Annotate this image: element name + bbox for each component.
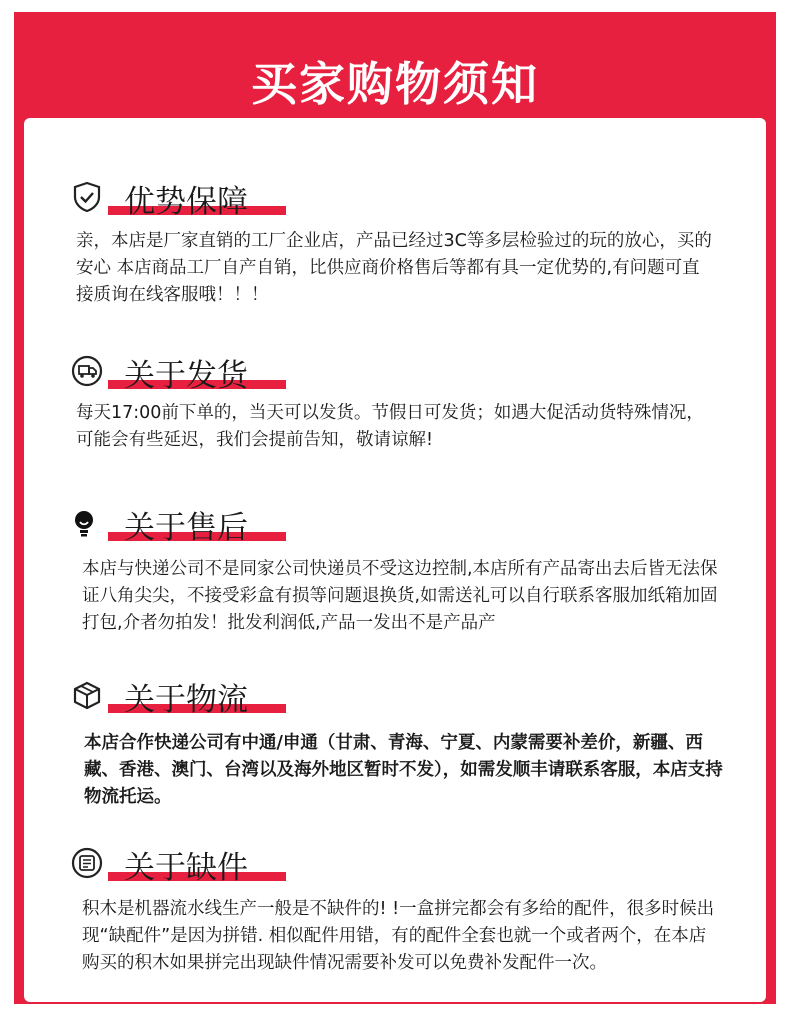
section-header	[24, 350, 766, 394]
section-header	[24, 674, 766, 718]
section-missing-parts	[24, 842, 766, 973]
section-body: 亲，本店是厂家直销的工厂企业店，产品已经过3C等多层检验过的玩的放心，买的安心 本店商品工厂自产自销，比供应商价格售后等都有具一定优势的,有问题可直接质询在线客服哦！！！	[76, 231, 712, 305]
section-body: 每天17:00前下单的，当天可以发货。节假日可发货；如遇大促活动货特殊情况，可能会有些延迟，我们会提前告知，敬请谅解!	[76, 403, 704, 450]
section-title: 关于发货	[124, 358, 248, 394]
page-title: 买家购物须知	[251, 57, 539, 111]
shield-check-icon	[70, 180, 104, 214]
section-title: 关于物流	[124, 682, 248, 718]
section-header	[24, 502, 766, 546]
section-body: 积木是机器流水线生产一般是不缺件的! !一盒拼完都会有多给的配件，很多时候出现“缺配件”是因为拼错. 相似配件用错，有的配件全套也就一个或者两个，在本店购买的积木如果拼完出现缺件情况需要补发可以免费补发配件一次。	[82, 899, 715, 973]
section-advantage	[24, 176, 766, 305]
section-header	[24, 842, 766, 886]
delivery-truck-icon	[70, 354, 104, 388]
section-title: 优势保障	[124, 184, 248, 220]
list-badge-icon	[70, 846, 104, 880]
lightbulb-icon	[70, 506, 104, 540]
package-box-icon	[70, 678, 104, 712]
section-body: 本店与快递公司不是同家公司快递员不受这边控制,本店所有产品寄出去后皆无法保证八角尖尖，不接受彩盒有损等问题退换货,如需送礼可以自行联系客服加纸箱加固打包,介者勿拍发！批发利润低,产品一发出不是产品产	[82, 559, 718, 633]
section-logistics	[24, 674, 766, 807]
section-after-sales	[24, 502, 766, 633]
section-shipping	[24, 350, 766, 450]
section-body: 本店合作快递公司有中通/申通（甘肃、青海、宁夏、内蒙需要补差价，新疆、西藏、香港、澳门、台湾以及海外地区暂时不发），如需发顺丰请联系客服，本店支持物流托运。	[84, 733, 723, 807]
notice-card	[24, 118, 766, 1002]
section-header	[24, 176, 766, 220]
section-title: 关于缺件	[124, 850, 248, 886]
section-title: 关于售后	[124, 510, 248, 546]
